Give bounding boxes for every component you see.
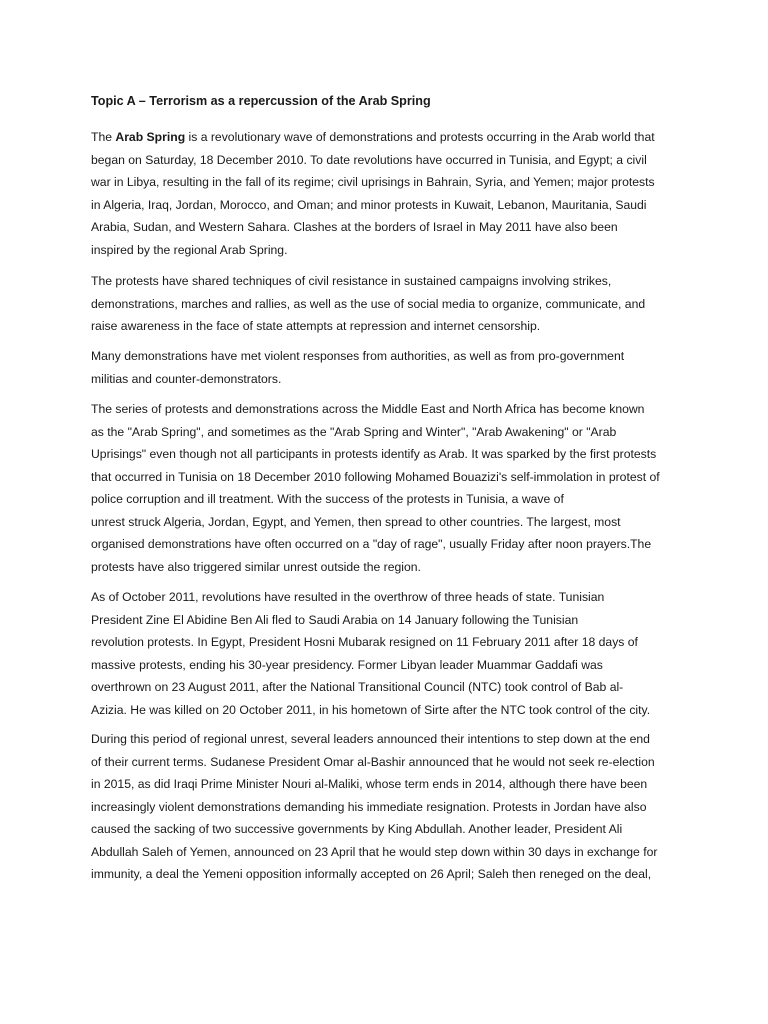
paragraph-line: war in Libya, resulting in the fall of its regime; civil uprisings in Bahrain, Syria, and Yemen; major protests: [91, 175, 655, 189]
paragraph-line: raise awareness in the face of state attempts at repression and internet censorship.: [91, 319, 541, 333]
paragraph-5: [91, 586, 691, 721]
paragraph-3: [91, 345, 691, 390]
paragraph-line: The Arab Spring is a revolutionary wave of demonstrations and protests occurring in the Arab world that: [91, 130, 655, 144]
paragraph-line: militias and counter-demonstrators.: [91, 371, 282, 386]
paragraph-line: During this period of regional unrest, several leaders announced their intentions to step down at the end: [91, 732, 650, 746]
paragraph-line: revolution protests. In Egypt, President Hosni Mubarak resigned on 11 February 2011 after 18 days of: [91, 635, 638, 649]
paragraph-line: protests have also triggered similar unrest outside the region.: [91, 559, 421, 574]
paragraph-line: immunity, a deal the Yemeni opposition informally accepted on 26 April; Saleh then reneged on the deal,: [91, 867, 652, 881]
paragraph-line: inspired by the regional Arab Spring.: [91, 242, 288, 257]
paragraph-line: in Algeria, Iraq, Jordan, Morocco, and Oman; and minor protests in Kuwait, Lebanon, Mauritania, Saudi: [91, 197, 647, 212]
paragraph-line: of their current terms. Sudanese President Omar al-Bashir announced that he would not seek re-election: [91, 754, 655, 769]
paragraph-line: Many demonstrations have met violent responses from authorities, as well as from pro-government: [91, 349, 625, 363]
paragraph-line: Abdullah Saleh of Yemen, announced on 23 April that he would step down within 30 days in exchange for: [91, 844, 658, 859]
document-title: Topic A – Terrorism as a repercussion of the Arab Spring: [91, 94, 431, 108]
paragraph-line: The series of protests and demonstrations across the Middle East and North Africa has become known: [91, 402, 645, 416]
arab-spring-term: Arab Spring: [115, 130, 186, 144]
paragraph-line: began on Saturday, 18 December 2010. To date revolutions have occurred in Tunisia, and Egypt; a civil: [91, 152, 647, 167]
paragraph-line: Azizia. He was killed on 20 October 2011, in his hometown of Sirte after the NTC took control of the city.: [91, 702, 651, 717]
paragraph-line: increasingly violent demonstrations demanding his immediate resignation. Protests in Jordan have also: [91, 799, 647, 814]
paragraph-line: overthrown on 23 August 2011, after the National Transitional Council (NTC) took control of Bab al-: [91, 680, 624, 694]
paragraph-line: As of October 2011, revolutions have resulted in the overthrow of three heads of state. Tunisian: [91, 590, 605, 604]
paragraph-line: The protests have shared techniques of civil resistance in sustained campaigns involving strikes,: [91, 274, 612, 288]
paragraph-line: Arabia, Sudan, and Western Sahara. Clashes at the borders of Israel in May 2011 have also been: [91, 220, 618, 234]
paragraph-line: caused the sacking of two successive governments by King Abdullah. Another leader, President Ali: [91, 822, 623, 836]
paragraph-2: [91, 270, 691, 338]
paragraph-line: in 2015, as did Iraqi Prime Minister Nouri al-Maliki, whose term ends in 2014, although there have been: [91, 777, 648, 791]
paragraph-line: Uprisings" even though not all participants in protests identify as Arab. It was sparked by the first protests: [91, 447, 657, 461]
paragraph-line: organised demonstrations have often occurred on a "day of rage", usually Friday after noon prayers.The: [91, 537, 652, 551]
paragraph-line: unrest struck Algeria, Jordan, Egypt, and Yemen, then spread to other countries. The largest, most: [91, 514, 621, 529]
paragraph-6: [91, 728, 691, 886]
paragraph-line: as the "Arab Spring", and sometimes as the "Arab Spring and Winter", "Arab Awakening" or "Arab: [91, 424, 617, 439]
paragraph-line: demonstrations, marches and rallies, as well as the use of social media to organize, communicate, and: [91, 296, 646, 311]
paragraph-line: that occurred in Tunisia on 18 December 2010 following Mohamed Bouazizi's self-immolation in protest of: [91, 469, 660, 484]
paragraph-line: massive protests, ending his 30-year presidency. Former Libyan leader Muammar Gaddafi was: [91, 657, 603, 672]
paragraph-line: police corruption and ill treatment. With the success of the protests in Tunisia, a wave of: [91, 492, 564, 506]
paragraph-1: [91, 126, 691, 261]
paragraph-4: [91, 398, 691, 578]
paragraph-line: President Zine El Abidine Ben Ali fled to Saudi Arabia on 14 January following the Tunisian: [91, 612, 579, 627]
